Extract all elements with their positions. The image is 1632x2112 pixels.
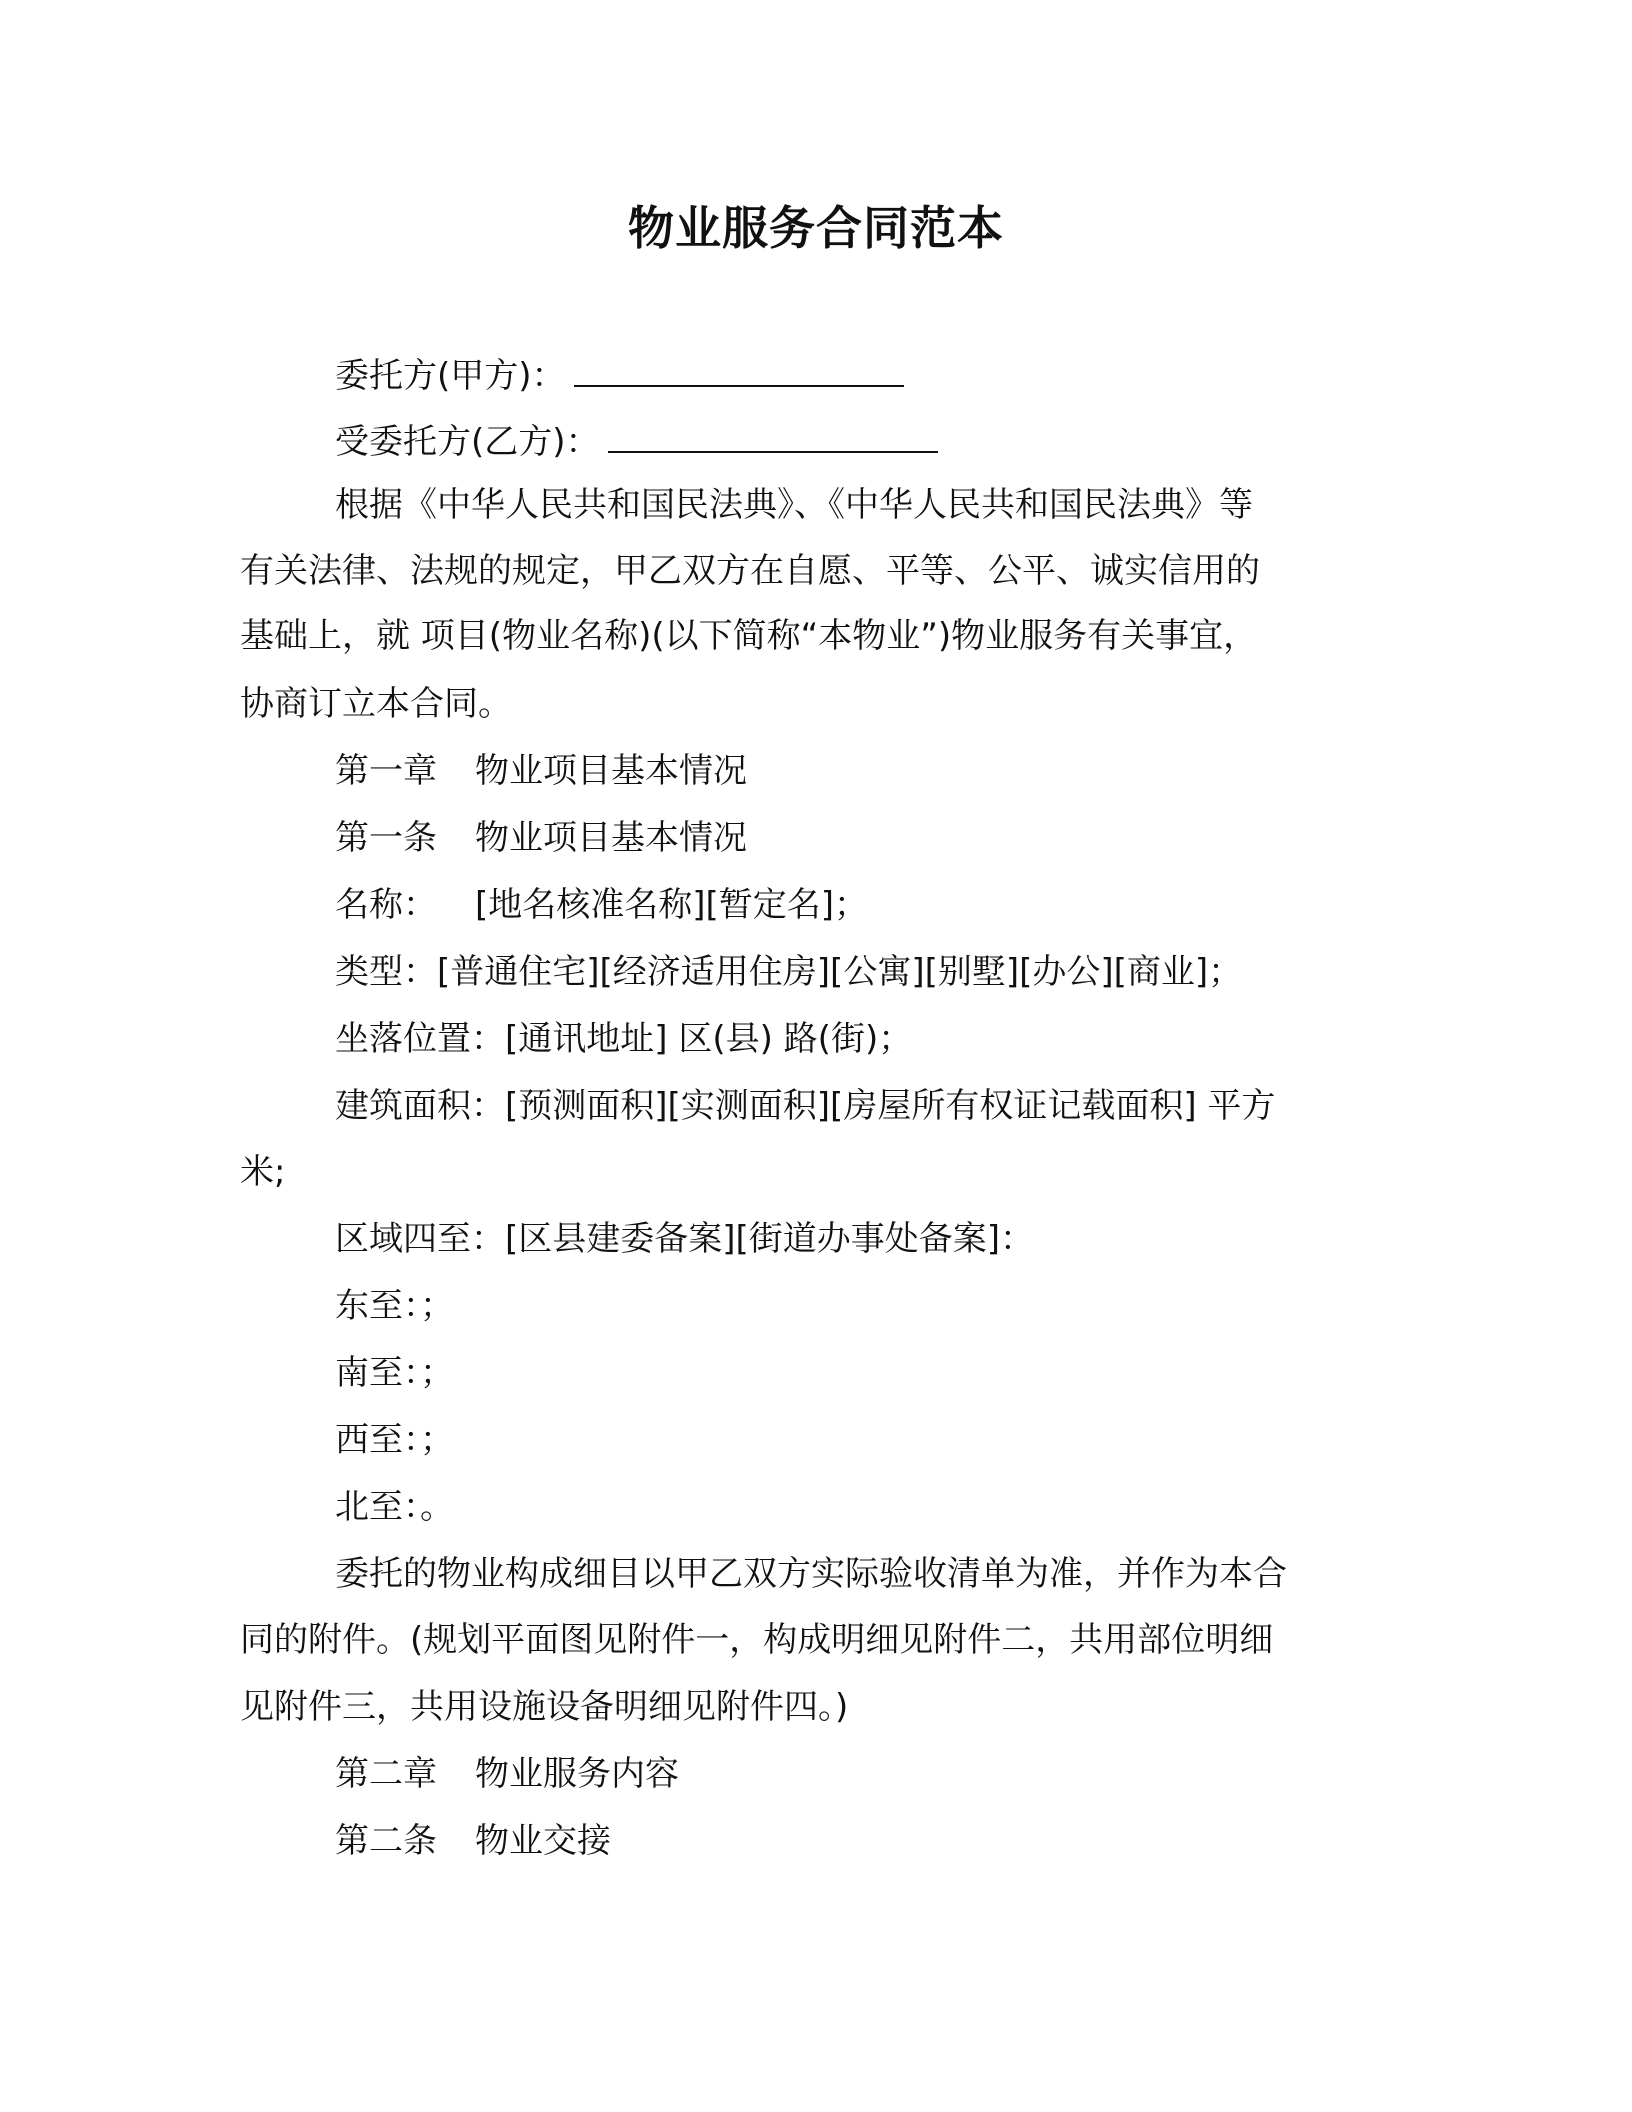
preamble-line-2: 有关法律、法规的规定，甲乙双方在自愿、平等、公平、诚实信用的	[240, 551, 1260, 591]
type-line: 类型：[普通住宅][经济适用住房][公寓][别墅][办公][商业]；	[335, 952, 1243, 992]
article-2-heading	[335, 1817, 611, 1865]
composition-line-2: 同的附件。(规划平面图见附件一，构成明细见附件二，共用部位明细	[240, 1620, 1274, 1660]
party-a-line	[335, 352, 904, 400]
chapter-1-number: 第一章	[335, 751, 437, 791]
party-a-blank	[574, 355, 904, 387]
area-line-2: 米;	[240, 1152, 286, 1192]
name-line	[335, 881, 868, 929]
area-line-1: 建筑面积：[预测面积][实测面积][房屋所有权证记载面积] 平方	[335, 1086, 1276, 1126]
boundary-east: 东至：；	[335, 1286, 454, 1326]
name-label: 名称：	[335, 885, 437, 925]
chapter-2-title: 物业服务内容	[475, 1754, 679, 1794]
chapter-1-heading	[335, 747, 747, 795]
article-2-number: 第二条	[335, 1821, 437, 1861]
composition-line-1: 委托的物业构成细目以甲乙双方实际验收清单为准，并作为本合	[335, 1554, 1287, 1594]
preamble-line-1: 根据《中华人民共和国民法典》、《中华人民共和国民法典》等	[335, 485, 1253, 525]
party-a-label: 委托方(甲方)：	[335, 356, 566, 396]
party-b-blank	[608, 421, 938, 453]
boundary-west: 西至：；	[335, 1420, 454, 1460]
boundary-south: 南至：；	[335, 1353, 454, 1393]
boundary-line: 区域四至：[区县建委备案][街道办事处备案]：	[335, 1219, 1035, 1259]
preamble-line-3: 基础上，就 项目(物业名称)(以下简称“本物业”)物业服务有关事宜，	[240, 616, 1258, 656]
document-title: 物业服务合同范本	[628, 201, 1004, 255]
article-1-heading	[335, 814, 747, 862]
party-b-label: 受委托方(乙方)：	[335, 422, 600, 462]
composition-line-3: 见附件三，共用设施设备明细见附件四。)	[240, 1687, 849, 1727]
article-1-title: 物业项目基本情况	[475, 818, 747, 858]
article-2-title: 物业交接	[475, 1821, 611, 1861]
name-value: [地名核准名称][暂定名]；	[475, 885, 869, 925]
party-b-line	[335, 418, 938, 466]
chapter-1-title: 物业项目基本情况	[475, 751, 747, 791]
preamble-line-4: 协商订立本合同。	[240, 684, 512, 724]
boundary-north: 北至：。	[335, 1487, 454, 1527]
location-line: 坐落位置：[通讯地址] 区(县) 路(街)；	[335, 1019, 913, 1059]
chapter-2-number: 第二章	[335, 1754, 437, 1794]
chapter-2-heading	[335, 1750, 679, 1798]
article-1-number: 第一条	[335, 818, 437, 858]
